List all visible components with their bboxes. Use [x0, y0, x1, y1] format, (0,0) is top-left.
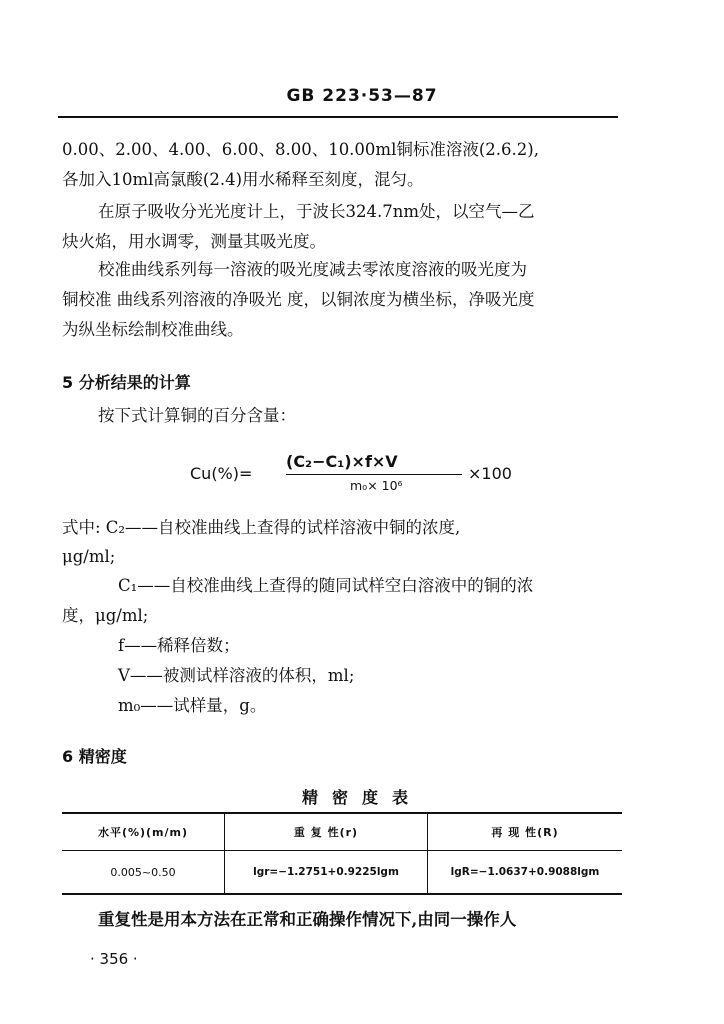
paragraph-line: 铜校准 曲线系列溶液的净吸光 度，以铜浓度为横坐标，净吸光度 — [62, 290, 535, 309]
page-number: · 356 · — [90, 950, 138, 968]
fraction-bar — [286, 474, 462, 475]
section-5-intro: 按下式计算铜的百分含量： — [98, 406, 296, 425]
definition-line: V——被测试样溶液的体积，ml; — [118, 666, 355, 685]
definition-line: f——稀释倍数； — [118, 636, 240, 655]
section-5-title: 5 分析结果的计算 — [62, 373, 191, 392]
paragraph-line: 为纵坐标绘制校准曲线。 — [62, 320, 244, 339]
definition-line: m₀——试样量，g。 — [118, 696, 267, 715]
definition-line: C₁——自校准曲线上查得的随同试样空白溶液中的铜的浓 — [118, 576, 534, 595]
paragraph-line: 在原子吸收分光光度计上，于波长324.7nm处，以空气—乙 — [98, 202, 535, 221]
section-6-title: 6 精密度 — [62, 747, 127, 766]
column-header-reproducibility: 再 现 性(R) — [428, 813, 623, 851]
precision-table — [62, 812, 622, 895]
definition-line: 度，μg/ml; — [62, 606, 149, 625]
paragraph-line: 各加入10ml高氯酸(2.4)用水稀释至刻度，混匀。 — [62, 170, 424, 189]
table-cell-reproducibility: lgR=−1.0637+0.9088lgm — [428, 851, 623, 895]
paragraph-line: 0.00、2.00、4.00、6.00、8.00、10.00ml铜标准溶液(2.6.2), — [62, 140, 539, 159]
paragraph-line: 炔火焰，用水调零，测量其吸光度。 — [62, 232, 326, 251]
formula-factor: ×100 — [468, 464, 512, 483]
formula-denominator: m₀× 10⁶ — [350, 478, 403, 493]
formula-numerator: (C₂−C₁)×f×V — [286, 452, 398, 471]
table-title: 精密度表 — [301, 788, 422, 807]
column-header-level: 水平(%)(m/m) — [62, 813, 225, 851]
formula-lhs: Cu(%)= — [190, 464, 253, 483]
column-header-repeatability: 重 复 性(r) — [225, 813, 428, 851]
table-cell-repeatability: lgr=−1.2751+0.9225lgm — [225, 851, 428, 895]
definition-line: μg/ml; — [62, 547, 116, 566]
standard-code-header: GB 223·53—87 — [286, 86, 438, 106]
copper-formula — [190, 452, 530, 502]
paragraph-line: 校准曲线系列每一溶液的吸光度减去零浓度溶液的吸光度为 — [98, 260, 527, 279]
table-row — [62, 851, 622, 895]
closing-line: 重复性是用本方法在正常和正确操作情况下,由同一操作人 — [98, 910, 517, 929]
table-header-row — [62, 813, 622, 851]
header-rule — [58, 116, 618, 118]
table-cell-level: 0.005~0.50 — [110, 865, 176, 879]
definition-line: 式中: C₂——自校准曲线上查得的试样溶液中铜的浓度, — [62, 518, 461, 537]
